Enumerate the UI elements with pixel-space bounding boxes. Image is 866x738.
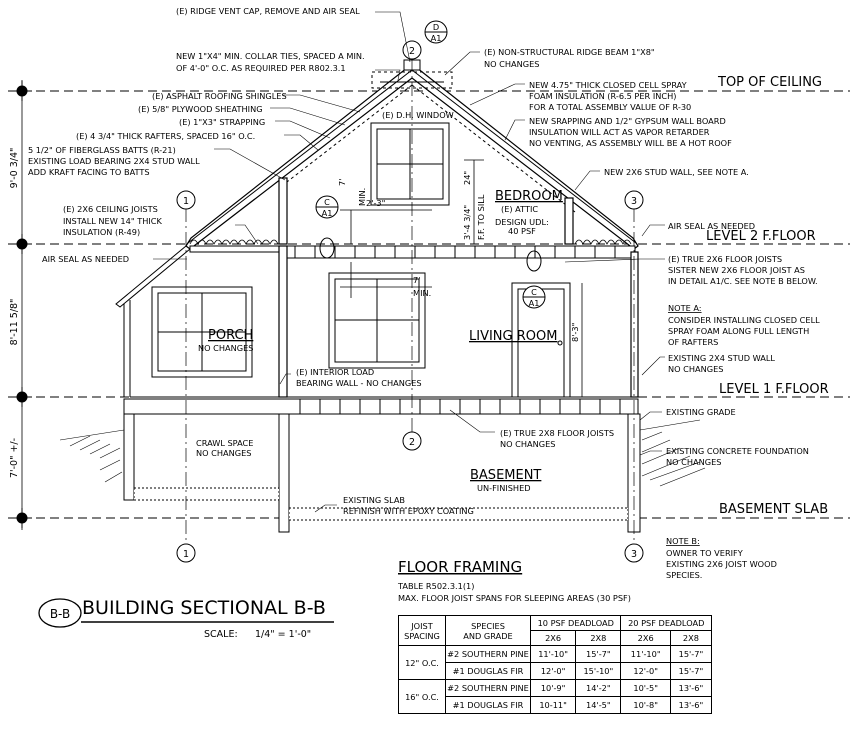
- note-foundation-sub: NO CHANGES: [666, 457, 722, 467]
- cell-value: 10-11": [531, 697, 576, 714]
- level1-floor: [124, 399, 638, 414]
- right-knee-wall: [565, 198, 573, 244]
- header-grade: AND GRADE: [463, 630, 513, 641]
- note-b-2: EXISTING 2X6 JOIST WOOD: [666, 559, 777, 569]
- cell-value: 12'-0": [621, 663, 670, 680]
- header-10psf: 10 PSF DEADLOAD: [531, 616, 621, 631]
- level-label-top-of-ceiling: TOP OF CEILING: [718, 75, 822, 90]
- cell-value: 11'-10": [531, 646, 576, 663]
- table-reference: TABLE R502.3.1(1): [398, 581, 475, 591]
- grid-label-1-bottom: 1: [182, 549, 190, 560]
- note-existing-grade: EXISTING GRADE: [666, 407, 736, 417]
- note-2x6-wall: NEW 2X6 STUD WALL, SEE NOTE A.: [604, 167, 749, 177]
- scale-value: 1/4" = 1'-0": [255, 629, 312, 640]
- drawing-title: [39, 597, 334, 640]
- note-floor-joists-3: IN DETAIL A1/C. SEE NOTE B BELOW.: [668, 276, 818, 286]
- cell-value: 13'-6": [670, 680, 711, 697]
- note-plywood: (E) 5/8" PLYWOOD SHEATHING: [138, 104, 263, 114]
- vertical-dimension: [9, 80, 22, 530]
- header-joist-spacing: [399, 616, 446, 646]
- cell-value: 12'-0": [531, 663, 576, 680]
- detail-d-top: D: [432, 22, 440, 32]
- note-spray-foam-3: FOR A TOTAL ASSEMBLY VALUE OF R-30: [529, 102, 692, 112]
- detail-c-bottom-2: A1: [528, 298, 540, 308]
- note-2x4-wall: EXISTING 2X4 STUD WALL: [668, 353, 775, 363]
- detail-c-top: C: [324, 197, 330, 207]
- note-spray-foam-2: FOAM INSULATION (R-6.5 PER INCH): [529, 91, 677, 101]
- level-label-level2: LEVEL 2 F.FLOOR: [706, 229, 816, 244]
- note-collar-ties-1: NEW 1"X4" MIN. COLLAR TIES, SPACED A MIN.: [176, 51, 365, 61]
- note-b-3: SPECIES.: [666, 570, 703, 580]
- section-title: BUILDING SECTIONAL B-B: [82, 597, 326, 619]
- level2-joist-band: [287, 246, 635, 258]
- note-floor-joists-1: (E) TRUE 2X6 FLOOR JOISTS: [668, 254, 783, 264]
- floor-framing-title: FLOOR FRAMING: [398, 558, 523, 576]
- exterior-stud-wall: [631, 252, 638, 397]
- dim-7-0: 7'-0" +/-: [9, 437, 20, 479]
- label-dh-window: (E) D.H. WINDOW: [382, 110, 454, 120]
- scale-label: SCALE:: [204, 629, 238, 640]
- crawl-space-label: CRAWL SPACE: [196, 438, 254, 448]
- detail-bubble-d: [425, 21, 447, 43]
- note-ridge-beam-sub: NO CHANGES: [484, 59, 540, 69]
- dim-9-0: 9'-0 3/4": [9, 147, 20, 189]
- grid-label-2-top: 2: [408, 46, 416, 57]
- note-ridge-vent: (E) RIDGE VENT CAP, REMOVE AND AIR SEAL: [176, 6, 360, 16]
- cell-value: 14'-2": [576, 680, 621, 697]
- level-label-basement: BASEMENT SLAB: [719, 502, 829, 517]
- cell-value: 15'-7": [576, 646, 621, 663]
- header-spacing: SPACING: [404, 630, 440, 641]
- table-row: [399, 697, 712, 714]
- dim-window-width: 2'-3": [366, 198, 386, 208]
- note-gypsum-1: NEW SRAPPING AND 1/2" GYPSUM WALL BOARD: [529, 116, 726, 126]
- note-rafters: (E) 4 3/4" THICK RAFTERS, SPACED 16" O.C.: [76, 131, 256, 141]
- cell-value: 10'-9": [531, 680, 576, 697]
- dim-min-lower: MIN.: [413, 288, 432, 298]
- note-a-title: NOTE A:: [668, 303, 702, 313]
- room-basement: BASEMENT: [470, 468, 542, 483]
- note-floor-joists-2: SISTER NEW 2X6 FLOOR JOIST AS: [668, 265, 805, 275]
- cell-value: 15'-7": [670, 646, 711, 663]
- header-2x8-b: 2X8: [670, 631, 711, 646]
- note-a-1: CONSIDER INSTALLING CLOSED CELL: [668, 315, 820, 325]
- dim-min-7-upper: 7': [337, 178, 347, 186]
- notes-left: [28, 6, 365, 264]
- note-air-seal-right: AIR SEAL AS NEEDED: [668, 221, 756, 231]
- dim-24: 24": [462, 170, 472, 185]
- level-label-level1: LEVEL 1 F.FLOOR: [719, 382, 829, 397]
- cell-spacing: 16" O.C.: [399, 680, 446, 714]
- note-a-2: SPRAY FOAM ALONG FULL LENGTH: [668, 326, 810, 336]
- note-b-1: OWNER TO VERIFY: [666, 548, 743, 558]
- header-20psf: 20 PSF DEADLOAD: [621, 616, 712, 631]
- grid-label-3-bottom: 3: [630, 549, 638, 560]
- room-porch-sub: NO CHANGES: [198, 343, 254, 353]
- room-living: LIVING ROOM: [469, 329, 558, 344]
- room-bedroom-sub1: (E) ATTIC: [501, 204, 539, 214]
- cell-value: 13'-6": [670, 697, 711, 714]
- detail-c-top-2: C: [531, 287, 537, 297]
- note-insulation-2: INSULATION (R-49): [63, 227, 141, 237]
- detail-c-bottom: A1: [321, 208, 333, 218]
- cell-value: 15'-10": [576, 663, 621, 680]
- room-porch: PORCH: [208, 328, 254, 343]
- detail-bubble-c-right: [523, 251, 545, 308]
- note-asphalt-shingles: (E) ASPHALT ROOFING SHINGLES: [152, 91, 287, 101]
- table-row: [399, 663, 712, 680]
- cell-value: 14'-5": [576, 697, 621, 714]
- header-2x8-a: 2X8: [576, 631, 621, 646]
- header-joist: JOIST: [411, 620, 433, 631]
- dim-min-upper: MIN.: [357, 187, 367, 206]
- dim-door-height: 8'-3": [570, 322, 580, 342]
- header-2x6-b: 2X6: [621, 631, 670, 646]
- header-species-grade: [446, 616, 531, 646]
- level1-joist-band: [124, 399, 638, 414]
- note-batts: 5 1/2" OF FIBERGLASS BATTS (R-21): [28, 145, 176, 155]
- section-tag-label: B-B: [49, 607, 71, 621]
- note-collar-ties-2: OF 4'-0" O.C. AS REQUIRED PER R802.3.1: [176, 63, 346, 73]
- cell-species: #1 DOUGLAS FIR: [446, 697, 531, 714]
- room-bedroom-sub3: 40 PSF: [508, 226, 536, 236]
- dim-8-11: 8'-11 5/8": [9, 298, 20, 346]
- table-row: [399, 646, 712, 663]
- note-kraft: ADD KRAFT FACING TO BATTS: [28, 167, 150, 177]
- cell-value: 10'-8": [621, 697, 670, 714]
- note-bearing-wall-2: BEARING WALL - NO CHANGES: [296, 378, 422, 388]
- table-row: [399, 680, 712, 697]
- floor-framing-header: [397, 558, 631, 603]
- floor-joist-span-table: [398, 615, 712, 714]
- note-2x4-wall-sub: NO CHANGES: [668, 364, 724, 374]
- room-basement-sub: UN-FINISHED: [477, 483, 531, 493]
- floor-joist-span-table-container: [398, 615, 712, 714]
- note-existing-slab: EXISTING SLAB: [343, 495, 406, 505]
- cell-species: #2 SOUTHERN PINE: [446, 680, 531, 697]
- note-2x8-joists-sub: NO CHANGES: [500, 439, 556, 449]
- note-ceiling-joists: (E) 2X6 CEILING JOISTS: [63, 204, 158, 214]
- dim-ff-to-sill: F.F. TO SILL: [476, 194, 486, 240]
- crawl-space-sub: NO CHANGES: [196, 448, 252, 458]
- note-b-title: NOTE B:: [666, 536, 700, 546]
- detail-d-bottom: A1: [430, 33, 442, 43]
- cell-species: #2 SOUTHERN PINE: [446, 646, 531, 663]
- cell-spacing: 12" O.C.: [399, 646, 446, 680]
- left-foundation-wall: [124, 414, 134, 500]
- cell-value: 11'-10": [621, 646, 670, 663]
- crawl-slab: [134, 488, 279, 500]
- room-bedroom-sub2: DESIGN UDL:: [495, 217, 549, 227]
- grid-label-2-bottom: 2: [408, 437, 416, 448]
- note-epoxy: REFINISH WITH EPOXY COATING: [343, 506, 474, 516]
- left-knee-wall: [279, 178, 287, 244]
- note-foundation: EXISTING CONCRETE FOUNDATION: [666, 446, 809, 456]
- grid-label-3-top: 3: [630, 196, 638, 207]
- note-stud-wall: EXISTING LOAD BEARING 2X4 STUD WALL: [28, 156, 200, 166]
- note-gypsum-3: NO VENTING, AS ASSEMBLY WILL BE A HOT ROOF: [529, 138, 732, 148]
- level2-floor: [190, 246, 635, 258]
- header-species: SPECIES: [471, 620, 505, 631]
- note-a-3: OF RAFTERS: [668, 337, 719, 347]
- table-caption: MAX. FLOOR JOIST SPANS FOR SLEEPING AREAS (30 PSF): [398, 593, 631, 603]
- room-bedroom: BEDROOM: [495, 189, 563, 204]
- note-gypsum-2: INSULATION WILL ACT AS VAPOR RETARDER: [529, 127, 710, 137]
- cell-value: 15'-7": [670, 663, 711, 680]
- table-header-row: [399, 616, 712, 631]
- openings: [152, 123, 570, 397]
- note-air-seal-left: AIR SEAL AS NEEDED: [42, 254, 130, 264]
- cell-species: #1 DOUGLAS FIR: [446, 663, 531, 680]
- note-spray-foam-1: NEW 4.75" THICK CLOSED CELL SPRAY: [529, 80, 687, 90]
- interior-foundation-wall: [279, 414, 289, 532]
- note-bearing-wall-1: (E) INTERIOR LOAD: [296, 367, 375, 377]
- dim-sill: 3'-4 3/4": [462, 204, 472, 240]
- grid-label-1-top: 1: [182, 196, 190, 207]
- note-2x8-joists: (E) TRUE 2X8 FLOOR JOISTS: [500, 428, 615, 438]
- note-insulation-1: INSTALL NEW 14" THICK: [63, 216, 162, 226]
- dim-min-7-lower: 7': [413, 275, 421, 285]
- note-ridge-beam: (E) NON-STRUCTURAL RIDGE BEAM 1"X8": [484, 47, 655, 57]
- cell-value: 10'-5": [621, 680, 670, 697]
- note-strapping: (E) 1"X3" STRAPPING: [179, 117, 266, 127]
- header-2x6-a: 2X6: [531, 631, 576, 646]
